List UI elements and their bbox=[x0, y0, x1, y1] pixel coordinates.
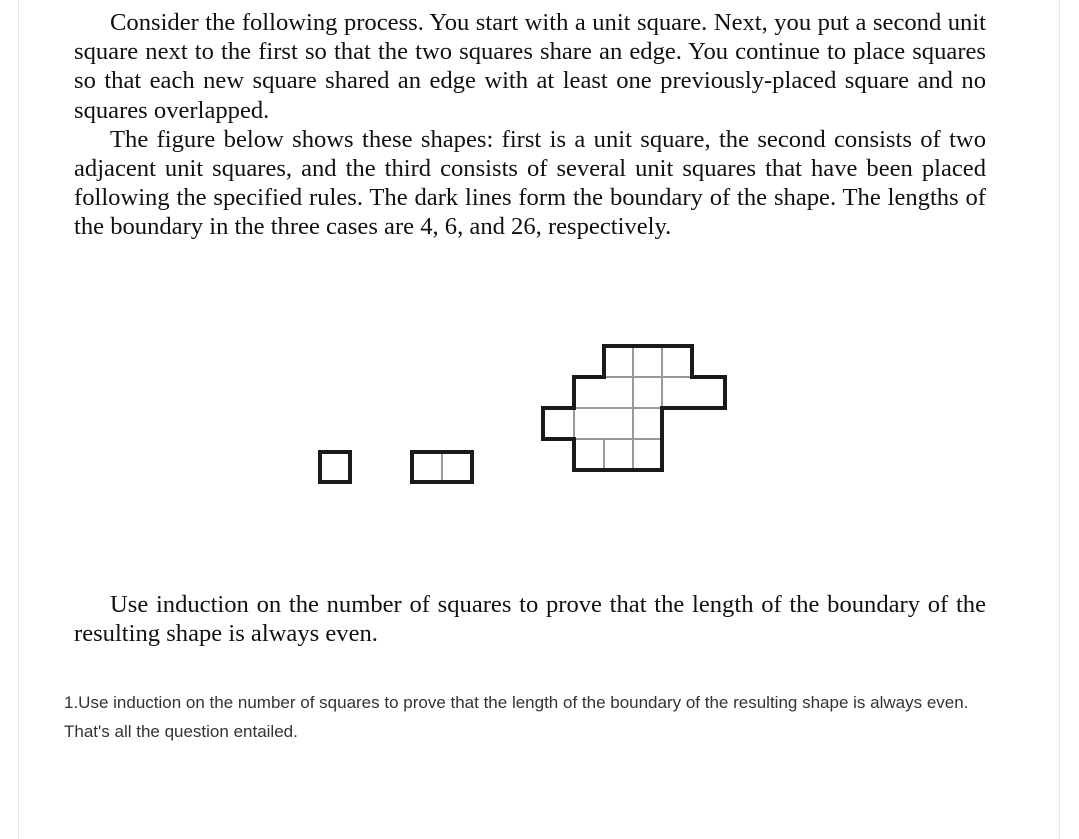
note-line-1: 1.Use induction on the number of squares to prove that the length of the boundary of the resulting shape is always even. bbox=[64, 693, 969, 712]
single-square-boundary bbox=[320, 452, 350, 482]
problem-paragraph-1: Consider the following process. You start with a unit square. Next, you put a second unit square next to the first so that the two squares share an edge. You continue to place squares so that each new square shared an edge with at least one previously-placed square and no squares overlapped. bbox=[74, 9, 986, 124]
squares-figure bbox=[300, 330, 740, 500]
problem-scan bbox=[74, 8, 986, 242]
shape-single-square bbox=[320, 452, 350, 482]
shape-two-squares bbox=[412, 452, 472, 482]
note-line-2: That's all the question entailed. bbox=[64, 722, 298, 741]
question-scan bbox=[74, 590, 986, 648]
squares-figure-svg bbox=[300, 330, 740, 500]
question-text: Use induction on the number of squares to prove that the length of the boundary of the resulting shape is always even. bbox=[74, 591, 986, 648]
problem-paragraph-2: The figure below shows these shapes: first is a unit square, the second consists of two adjacent unit squares, and the third consists of several unit squares that have been placed following the specified rules. The dark lines form the boundary of the shape. The lengths of the boundary in the three cases are 4, 6, and 26, respectively. bbox=[74, 125, 986, 241]
shape-polyomino bbox=[543, 346, 725, 470]
typed-note bbox=[64, 688, 1024, 746]
